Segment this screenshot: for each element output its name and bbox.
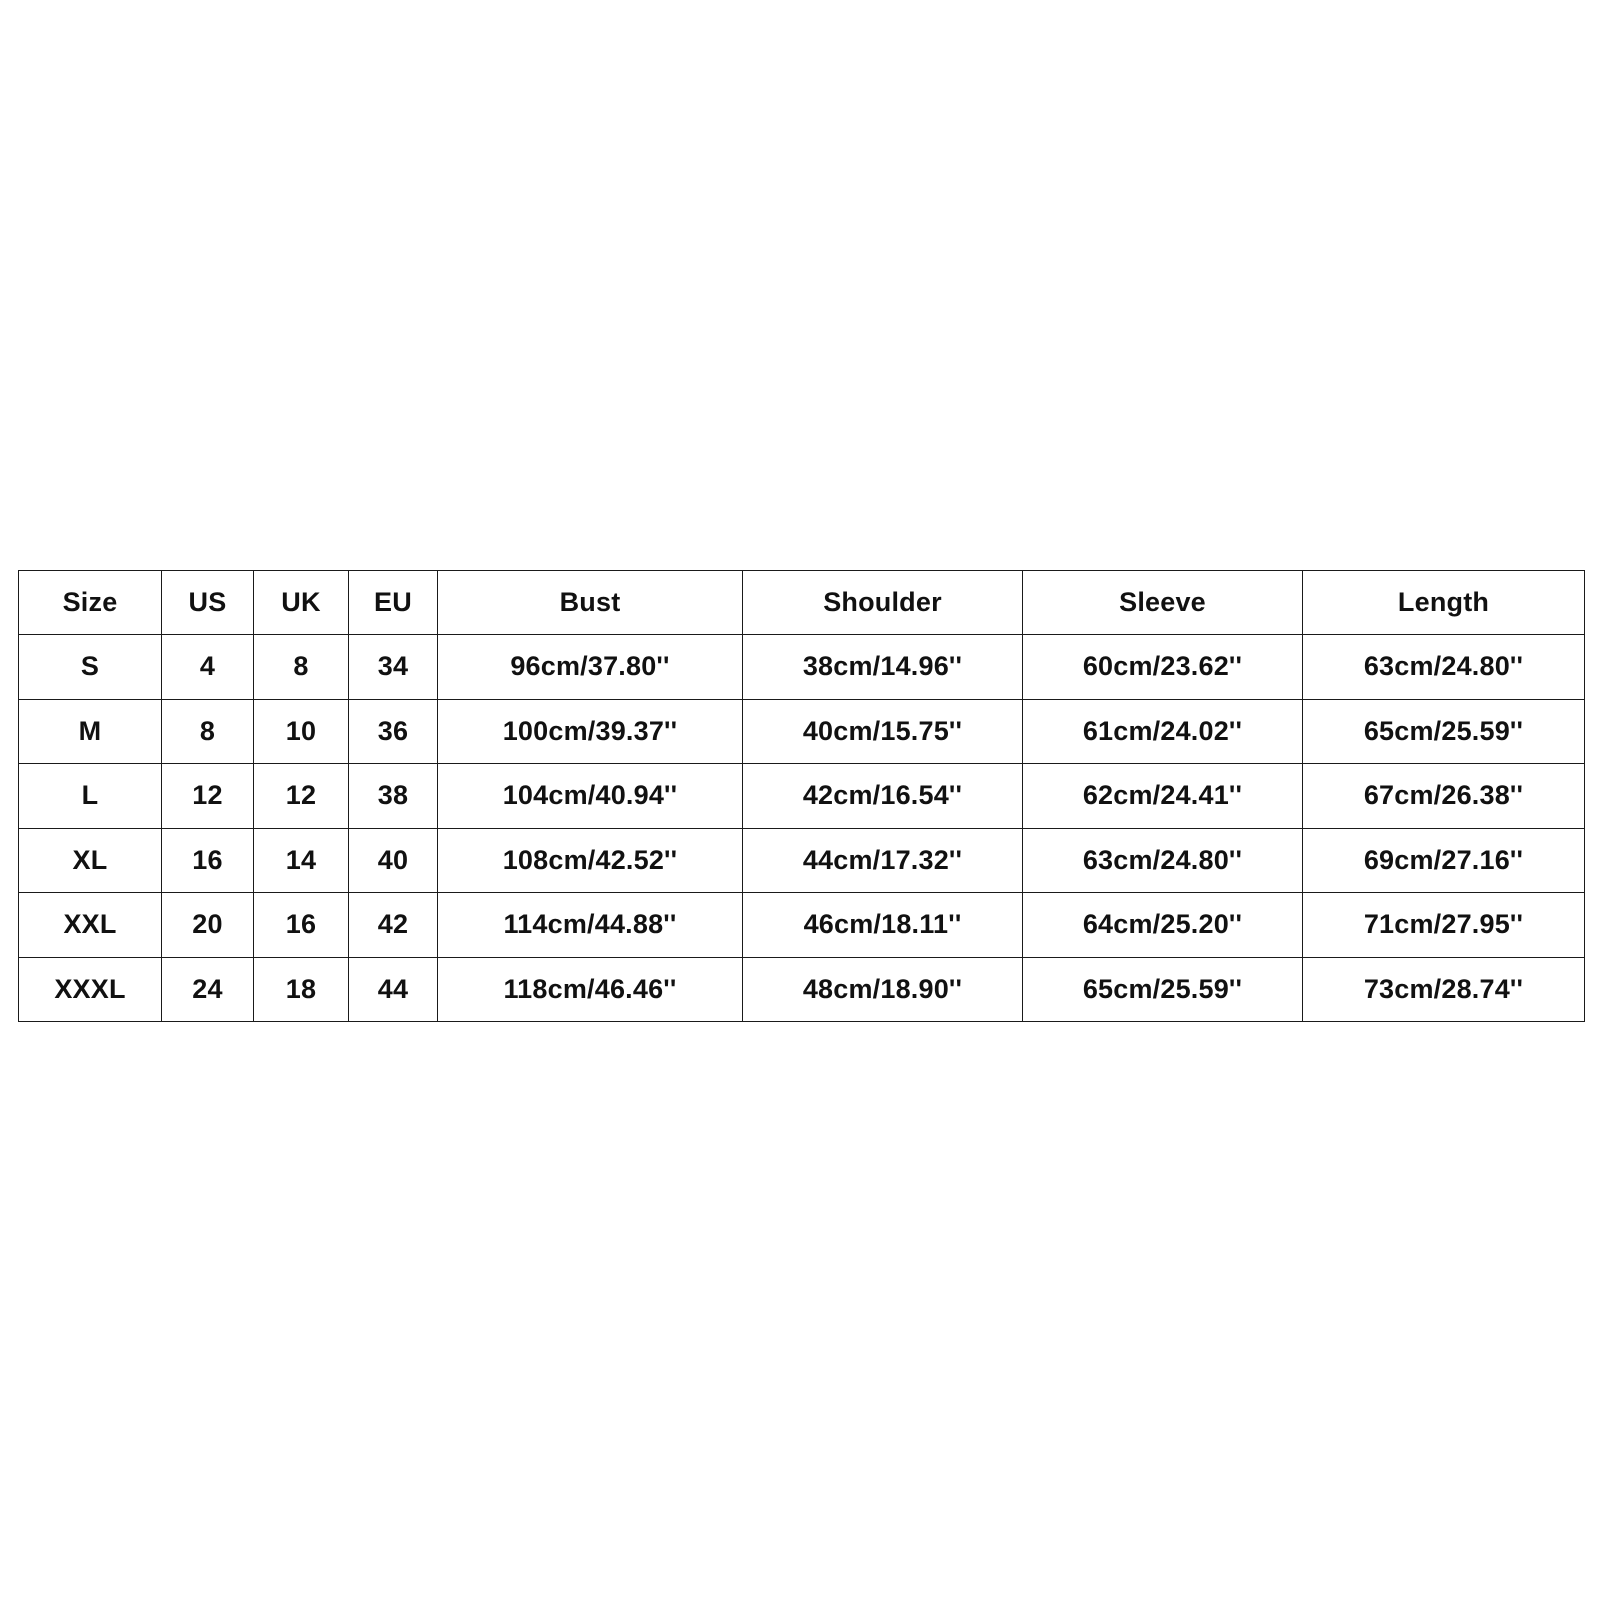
column-header-us: US: [162, 571, 254, 635]
cell-sleeve: 64cm/25.20'': [1023, 893, 1303, 958]
cell-eu: 34: [349, 635, 438, 700]
table-row: [19, 893, 1585, 958]
cell-length: 65cm/25.59'': [1303, 699, 1585, 764]
cell-size: XXL: [19, 893, 162, 958]
cell-us: 20: [162, 893, 254, 958]
cell-bust: 118cm/46.46'': [438, 957, 743, 1022]
cell-size: M: [19, 699, 162, 764]
cell-sleeve: 65cm/25.59'': [1023, 957, 1303, 1022]
column-header-uk: UK: [254, 571, 349, 635]
table-row: [19, 699, 1585, 764]
cell-eu: 36: [349, 699, 438, 764]
column-header-sleeve: Sleeve: [1023, 571, 1303, 635]
cell-sleeve: 62cm/24.41'': [1023, 764, 1303, 829]
cell-uk: 8: [254, 635, 349, 700]
cell-bust: 108cm/42.52'': [438, 828, 743, 893]
table-row: [19, 764, 1585, 829]
cell-length: 69cm/27.16'': [1303, 828, 1585, 893]
cell-length: 67cm/26.38'': [1303, 764, 1585, 829]
cell-shoulder: 46cm/18.11'': [743, 893, 1023, 958]
cell-uk: 14: [254, 828, 349, 893]
cell-bust: 104cm/40.94'': [438, 764, 743, 829]
cell-length: 63cm/24.80'': [1303, 635, 1585, 700]
column-header-bust: Bust: [438, 571, 743, 635]
cell-eu: 42: [349, 893, 438, 958]
cell-uk: 18: [254, 957, 349, 1022]
cell-size: XL: [19, 828, 162, 893]
cell-us: 4: [162, 635, 254, 700]
cell-us: 12: [162, 764, 254, 829]
cell-us: 24: [162, 957, 254, 1022]
cell-shoulder: 44cm/17.32'': [743, 828, 1023, 893]
column-header-size: Size: [19, 571, 162, 635]
table-row: [19, 635, 1585, 700]
cell-uk: 12: [254, 764, 349, 829]
column-header-eu: EU: [349, 571, 438, 635]
cell-us: 16: [162, 828, 254, 893]
cell-bust: 100cm/39.37'': [438, 699, 743, 764]
cell-eu: 38: [349, 764, 438, 829]
column-header-length: Length: [1303, 571, 1585, 635]
table-row: [19, 957, 1585, 1022]
column-header-shoulder: Shoulder: [743, 571, 1023, 635]
table-row: [19, 828, 1585, 893]
cell-length: 71cm/27.95'': [1303, 893, 1585, 958]
cell-size: L: [19, 764, 162, 829]
cell-shoulder: 38cm/14.96'': [743, 635, 1023, 700]
cell-eu: 44: [349, 957, 438, 1022]
cell-bust: 114cm/44.88'': [438, 893, 743, 958]
cell-shoulder: 48cm/18.90'': [743, 957, 1023, 1022]
cell-bust: 96cm/37.80'': [438, 635, 743, 700]
cell-size: S: [19, 635, 162, 700]
header-row: [19, 571, 1585, 635]
cell-eu: 40: [349, 828, 438, 893]
cell-length: 73cm/28.74'': [1303, 957, 1585, 1022]
cell-sleeve: 63cm/24.80'': [1023, 828, 1303, 893]
cell-shoulder: 42cm/16.54'': [743, 764, 1023, 829]
cell-uk: 16: [254, 893, 349, 958]
cell-sleeve: 61cm/24.02'': [1023, 699, 1303, 764]
size-chart-table: [18, 570, 1585, 1022]
cell-size: XXXL: [19, 957, 162, 1022]
cell-shoulder: 40cm/15.75'': [743, 699, 1023, 764]
cell-us: 8: [162, 699, 254, 764]
cell-uk: 10: [254, 699, 349, 764]
cell-sleeve: 60cm/23.62'': [1023, 635, 1303, 700]
